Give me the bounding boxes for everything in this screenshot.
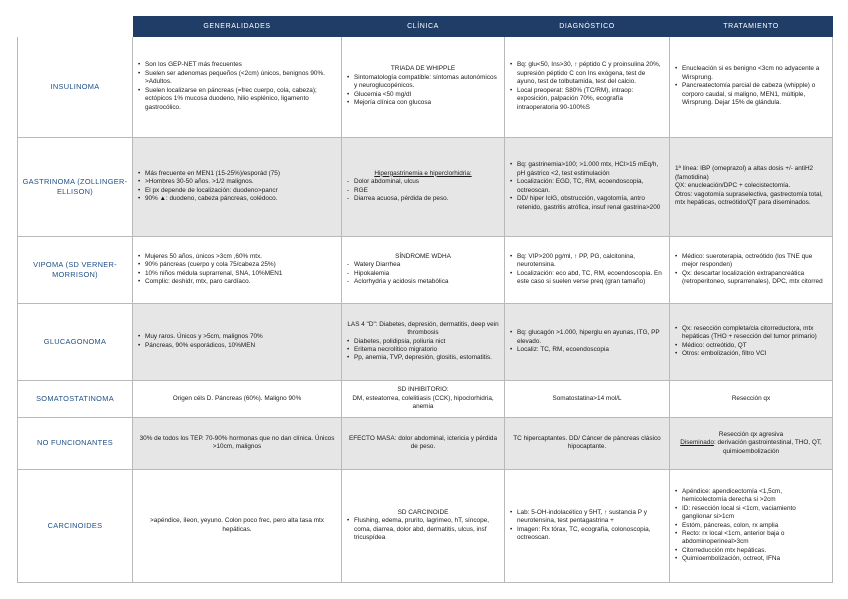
list-item: • Sintomatología compatible: síntomas autonómicos y neuroglucopénicos. [354, 74, 499, 91]
row-glucagonoma [18, 303, 833, 380]
list-item: • Médico: octreótido, QT [682, 342, 827, 350]
cell-carcinoides-generalidades: >apéndice, íleon, yeyuno. Colon poco frec, pero alta tasa mtx hepáticas. [133, 469, 342, 582]
header-diagnostico: DIAGNÓSTICO [505, 17, 670, 37]
row-vipoma [18, 236, 833, 303]
cell-vipoma-diagnostico [505, 236, 670, 303]
list-item: • Suelen localizarse en páncreas (=frec cuerpo, cola, cabeza); ectópicos 1% mucosa duodeno, hilio esplénico, ligamento gastrocólico. [145, 87, 336, 112]
list-item: • Médico: sueroterapia, octreótido (los TNE que mejor responden) [682, 253, 827, 270]
list-item: • Suelen ser adenomas pequeños (<2cm) únicos, benignos 90%. >Adultos. [145, 70, 336, 87]
cell-no-funcionantes-diagnostico: TC hipercaptantes. DD/ Cáncer de páncreas clásico hipocaptante. [505, 418, 670, 470]
row-no-funcionantes [18, 418, 833, 470]
tratamiento-line: Resección qx agresiva [718, 430, 784, 438]
list-item: • Son los GEP-NET más frecuentes [145, 61, 336, 69]
row-carcinoides [18, 469, 833, 582]
list-item: - Diarrea acuosa, pérdida de peso. [354, 195, 499, 203]
list-item: - Aclorhydria y acidosis metabólica [354, 278, 499, 286]
list-item: • Pp, anemia, TVP, depresión, glositis, estomatitis. [354, 354, 499, 362]
cell-gastrinoma-clinica [342, 137, 505, 236]
list-item: • DD/ hiper IclG, obstrucción, vagotomía, antro retenido, gastritis atrófica, insuf renal gastrina>200 [517, 195, 664, 212]
diseminado-label: Diseminado [680, 439, 714, 447]
list-item: • Bq: VIP>200 pg/ml, ↑ PP, PG, calcitonina, neurotensina. [517, 253, 664, 270]
cell-glucagonoma-clinica [342, 303, 505, 380]
cell-glucagonoma-tratamiento [670, 303, 833, 380]
row-label-vipoma: VIPOMA (SD VERNER-MORRISON) [18, 236, 133, 303]
cell-somatostatinoma-clinica [342, 380, 505, 417]
cell-somatostatinoma-diagnostico: Somatostatina>14 mol/L [505, 380, 670, 417]
header-generalidades: GENERALIDADES [133, 17, 342, 37]
cell-somatostatinoma-tratamiento: Resección qx [670, 380, 833, 417]
row-label-carcinoides: CARCINOIDES [18, 469, 133, 582]
list-item: • Otros: embolización, filtro VCI [682, 350, 827, 358]
list-item: • Mejoría clínica con glucosa [354, 99, 499, 107]
cell-no-funcionantes-tratamiento [670, 418, 833, 470]
clinica-title: SD INHIBITORIO: [397, 386, 449, 394]
cell-no-funcionantes-generalidades: 30% de todos los TEP. 70-90% hormonas que no dan clínica. Únicos >10cm, malignos [133, 418, 342, 470]
cell-vipoma-generalidades [133, 236, 342, 303]
cell-carcinoides-diagnostico [505, 469, 670, 582]
cell-glucagonoma-diagnostico [505, 303, 670, 380]
list-item: • Bq: glu<50, Ins>30, ↑ péptido C y proinsulina 20%, supresión péptido C con Ins exógena, test de ayuno, test de tolbutamida, test del calcio. [517, 61, 664, 86]
list-item: • Eritema necrolítico migratorio [354, 346, 499, 354]
list-item: • 90% ▲: duodeno, cabeza páncreas, colédoco. [145, 195, 336, 203]
list-item: • 10% niños médula suprarrenal, SNA, 10%MEN1 [145, 270, 336, 278]
list-item: • Bq: gastrinemia>100; >1.000 mtx, HCl>15 mEq/h, pH gástrico <2, test estimulación [517, 161, 664, 178]
header-tratamiento: TRATAMIENTO [670, 17, 833, 37]
list-item: • Diabetes, polidipsia, poliuria nict [354, 338, 499, 346]
clinica-title: TRIADA DE WHIPPLE [390, 65, 456, 73]
cell-insulinoma-generalidades [133, 36, 342, 137]
clinica-title: SD CARCINOIDE [397, 508, 449, 516]
list-item: • Local preoperat: S80% (TC/RM), intraop: exposición, palpación 70%, ecografía intraoperatoria 90-100%S [517, 87, 664, 112]
list-item: • Apéndice: apendicectomía <1,5cm, hemicolectomía derecha si >2cm [682, 488, 827, 505]
list-item: • Recto: rx local <1cm, anterior baja o abdominoperineal>3cm [682, 530, 827, 547]
list-item: • Complic: deshidr, mtx, paro cardíaco. [145, 278, 336, 286]
list-item: • Lab: 5-OH-indolacético y 5HT, ↑ sustancia P y neurotensina, test pentagastrina + [517, 509, 664, 526]
list-item: • Quimioembolización, octreot, IFNa [682, 555, 827, 563]
tratamiento-line: Otros: vagotomía supraselectiva, gastrectomía total, mtx hepáticas, octreótido/QT para diseminados. [675, 190, 823, 207]
row-label-insulinoma: INSULINOMA [18, 36, 133, 137]
list-item: • Imagen: Rx tórax, TC, ecografía, colonoscopia, octreoscan. [517, 526, 664, 543]
list-item: • Bq: glucagón >1.000, hiperglu en ayunas, ITG, PP elevado. [517, 329, 664, 346]
cell-vipoma-tratamiento [670, 236, 833, 303]
clinica-title: LAS 4 "D": Diabetes, depresión, dermatitis, deep vein thrombosis [347, 320, 499, 337]
list-item: • Páncreas, 90% esporádicos, 10%MEN [145, 342, 336, 350]
list-item: • Citorreducción mtx hepáticas. [682, 547, 827, 555]
corner-cell [18, 17, 133, 37]
list-item: - Hipokalemia [354, 270, 499, 278]
cell-gastrinoma-tratamiento [670, 137, 833, 236]
cell-no-funcionantes-clinica: EFECTO MASA: dolor abdominal, ictericia y pérdida de peso. [342, 418, 505, 470]
list-item: - Watery Diarrhea [354, 261, 499, 269]
tratamiento-text: : derivación gastrointestinal, THO, QT, quimioembolización [713, 439, 822, 455]
row-gastrinoma [18, 137, 833, 236]
list-item: • Enucleación si es benigno <3cm no adyacente a Wirsprung. [682, 65, 827, 82]
tratamiento-line: 1ª línea: IBP (omeprazol) a altas dosis +/- antiH2 (famotidina) [675, 165, 814, 181]
list-item: • El px depende de localización: duodeno>pancr [145, 187, 336, 195]
cell-carcinoides-tratamiento [670, 469, 833, 582]
cell-glucagonoma-generalidades [133, 303, 342, 380]
list-item: • Estóm, páncreas, colon, rx amplia [682, 522, 827, 530]
cell-insulinoma-diagnostico [505, 36, 670, 137]
cell-insulinoma-clinica [342, 36, 505, 137]
row-label-gastrinoma: GASTRINOMA (ZOLLINGER-ELLISON) [18, 137, 133, 236]
list-item: • Qx: resección completa/cla citorreductora, mtx hepáticas (THO + resección del tumor primario) [682, 325, 827, 342]
gep-net-table [17, 16, 833, 583]
list-item: • >Hombres 30-50 años. >1/2 malignos. [145, 178, 336, 186]
cell-insulinoma-tratamiento [670, 36, 833, 137]
list-item: - Dolor abdominal, ulcus [354, 178, 499, 186]
row-label-glucagonoma: GLUCAGONOMA [18, 303, 133, 380]
row-somatostatinoma [18, 380, 833, 417]
tratamiento-line: QX: enucleación/DPC + colecistectomía. [675, 182, 791, 190]
cell-carcinoides-clinica [342, 469, 505, 582]
clinica-title: Hipergastrinemia e hiperclorhidria: [374, 169, 472, 177]
list-item: • Glucemia <50 mg/dl [354, 91, 499, 99]
list-item: • Pancreatectomía parcial de cabeza (whipple) o corporo caudal, si maligno, MEN1, múltiple, Wirsprung. Dejar 15% de glándula. [682, 82, 827, 107]
list-item: • ID: resección local si <1cm, vaciamiento ganglionar si>1cm [682, 505, 827, 522]
list-item: - RGE [354, 187, 499, 195]
list-item: • Flushing, edema, prurito, lagrimeo, hT, síncope, coma, diarrea, dolor abd, dermatitis, ulcus, insf tricuspídea [354, 517, 499, 542]
list-item: • Localización: eco abd, TC, RM, ecoendoscopia. En este caso si suelen verse preq (gran tamaño) [517, 270, 664, 287]
list-item: • Qx: descartar localización extrapancreática (retroperitoneo, suprarrenales), DPC, mtx citorred [682, 270, 827, 287]
cell-gastrinoma-generalidades [133, 137, 342, 236]
row-label-no-funcionantes: NO FUNCIONANTES [18, 418, 133, 470]
row-insulinoma [18, 36, 833, 137]
clinica-title: SÍNDROME WDHA [395, 252, 451, 260]
row-label-somatostatinoma: SOMATOSTATINOMA [18, 380, 133, 417]
list-item: • 90% páncreas (cuerpo y cola 75/cabeza 25%) [145, 261, 336, 269]
header-row [18, 17, 833, 37]
cell-gastrinoma-diagnostico [505, 137, 670, 236]
cell-vipoma-clinica [342, 236, 505, 303]
header-clinica: CLÍNICA [342, 17, 505, 37]
list-item: • Localiz: TC, RM, ecoendoscopia [517, 346, 664, 354]
list-item: • Muy raros. Únicos y >5cm, malignos 70% [145, 333, 336, 341]
list-item: • Localización: EGD, TC, RM, ecoendoscopia, octreoscan. [517, 178, 664, 195]
list-item: • Mujeres 50 años, únicos >3cm ,60% mtx. [145, 253, 336, 261]
cell-somatostatinoma-generalidades: Origen céls D. Páncreas (60%). Maligno 90% [133, 380, 342, 417]
clinica-text: DM, esteatorrea, colelitiasis (CCK), hipoclorhidria, anemia [352, 394, 494, 411]
list-item: • Más frecuente en MEN1 (15-25%)/esporád (75) [145, 170, 336, 178]
